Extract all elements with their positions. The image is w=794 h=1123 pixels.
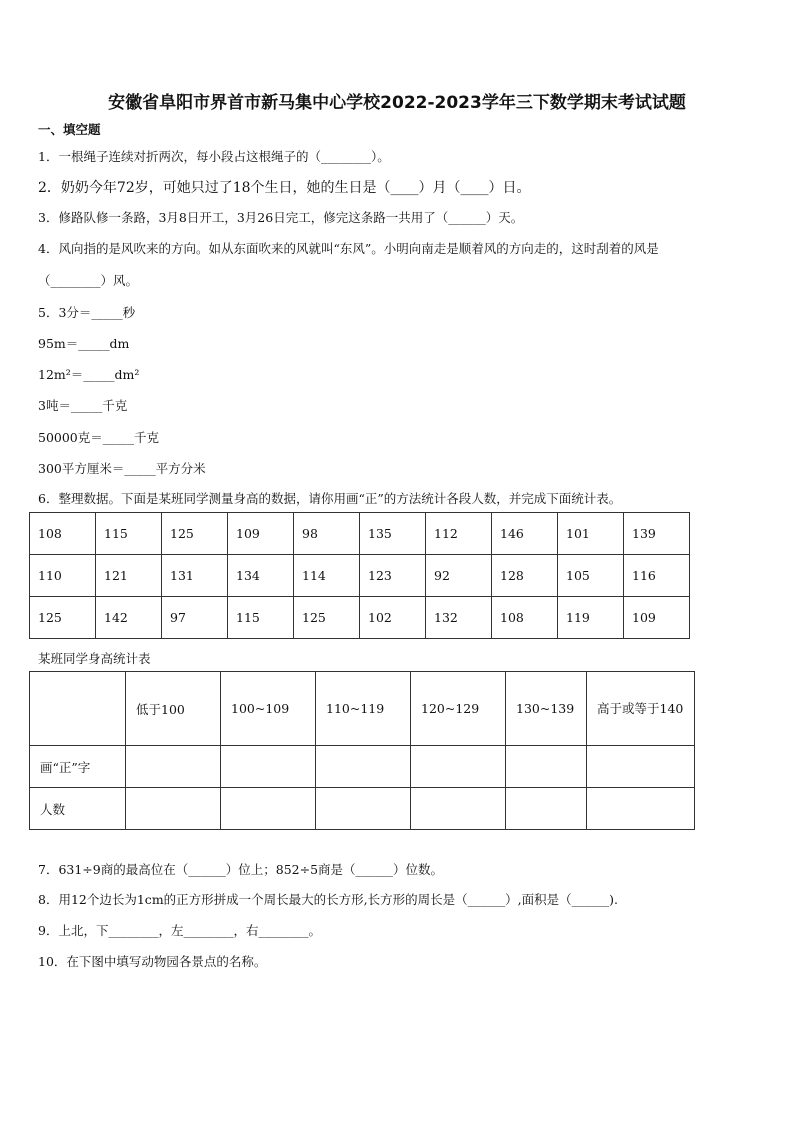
stat-cell[interactable]	[126, 746, 221, 788]
data-cell: 125	[30, 597, 96, 639]
data-row	[30, 513, 690, 555]
data-cell: 123	[360, 555, 426, 597]
stat-header: 130~139	[506, 672, 587, 746]
data-cell: 119	[558, 597, 624, 639]
question-7: 7．631÷9商的最高位在（______）位上；852÷5商是（______）位数。	[38, 862, 444, 877]
data-cell: 131	[162, 555, 228, 597]
question-5-c: 12m²＝_____dm²	[38, 367, 140, 382]
data-cell: 114	[294, 555, 360, 597]
stat-row-label: 人数	[30, 788, 126, 830]
data-cell: 109	[624, 597, 690, 639]
stat-cell[interactable]	[221, 788, 316, 830]
stat-header: 120~129	[411, 672, 506, 746]
question-5-b: 95m＝_____dm	[38, 336, 130, 351]
page-title: 安徽省阜阳市界首市新马集中心学校2022-2023学年三下数学期末考试试题	[108, 93, 686, 113]
question-8: 8．用12个边长为1cm的正方形拼成一个周长最大的长方形,长方形的周长是（______）,面积是（______).	[38, 892, 618, 907]
question-9: 9．上北，下________，左________，右________。	[38, 923, 321, 938]
data-cell: 105	[558, 555, 624, 597]
data-cell: 97	[162, 597, 228, 639]
question-2: 2．奶奶今年72岁，可她只过了18个生日，她的生日是（____）月（____）日。	[38, 180, 531, 196]
data-cell: 92	[426, 555, 492, 597]
stat-cell[interactable]	[587, 746, 695, 788]
data-cell: 98	[294, 513, 360, 555]
stat-cell[interactable]	[411, 788, 506, 830]
data-cell: 101	[558, 513, 624, 555]
stat-cell[interactable]	[316, 746, 411, 788]
data-cell: 109	[228, 513, 294, 555]
height-data-table	[29, 512, 690, 639]
question-1: 1．一根绳子连续对折两次，每小段占这根绳子的（________）。	[38, 149, 390, 164]
stat-cell[interactable]	[221, 746, 316, 788]
data-cell: 142	[96, 597, 162, 639]
data-cell: 146	[492, 513, 558, 555]
data-row	[30, 597, 690, 639]
data-cell: 134	[228, 555, 294, 597]
data-cell: 116	[624, 555, 690, 597]
data-row	[30, 555, 690, 597]
data-cell: 125	[162, 513, 228, 555]
stat-table-caption: 某班同学身高统计表	[38, 651, 151, 666]
stat-header: 100~109	[221, 672, 316, 746]
data-cell: 139	[624, 513, 690, 555]
question-5: 5．3分＝_____秒	[38, 305, 136, 320]
question-5-f: 300平方厘米＝_____平方分米	[38, 461, 206, 476]
question-5-e: 50000克＝_____千克	[38, 430, 160, 445]
data-cell: 115	[96, 513, 162, 555]
data-cell: 121	[96, 555, 162, 597]
question-3: 3．修路队修一条路，3月8日开工，3月26日完工，修完这条路一共用了（______）天。	[38, 210, 524, 225]
data-cell: 115	[228, 597, 294, 639]
stat-cell[interactable]	[411, 746, 506, 788]
section-heading: 一、填空题	[38, 122, 101, 137]
stat-header: 高于或等于140	[587, 672, 695, 746]
stat-header: 110~119	[316, 672, 411, 746]
question-4-line-2: （________）风。	[38, 273, 139, 288]
question-10: 10．在下图中填写动物园各景点的名称。	[38, 954, 267, 969]
stat-cell[interactable]	[506, 788, 587, 830]
question-4-line-1: 4．风向指的是风吹来的方向。如从东面吹来的风就叫“东风”。小明向南走是顺着风的方向走的，这时刮着的风是	[38, 241, 659, 256]
data-cell: 102	[360, 597, 426, 639]
data-cell: 135	[360, 513, 426, 555]
height-stat-table	[29, 671, 695, 830]
data-cell: 110	[30, 555, 96, 597]
data-cell: 112	[426, 513, 492, 555]
stat-cell[interactable]	[506, 746, 587, 788]
data-cell: 108	[30, 513, 96, 555]
data-cell: 108	[492, 597, 558, 639]
stat-cell[interactable]	[587, 788, 695, 830]
data-cell: 128	[492, 555, 558, 597]
stat-cell[interactable]	[316, 788, 411, 830]
data-cell: 132	[426, 597, 492, 639]
stat-cell[interactable]	[126, 788, 221, 830]
data-cell: 125	[294, 597, 360, 639]
stat-row-label: 画“正”字	[30, 746, 126, 788]
question-6: 6．整理数据。下面是某班同学测量身高的数据，请你用画“正”的方法统计各段人数，并完成下面统计表。	[38, 491, 622, 506]
question-5-d: 3吨＝_____千克	[38, 398, 128, 413]
stat-header: 低于100	[126, 672, 221, 746]
stat-header-blank	[30, 672, 126, 746]
